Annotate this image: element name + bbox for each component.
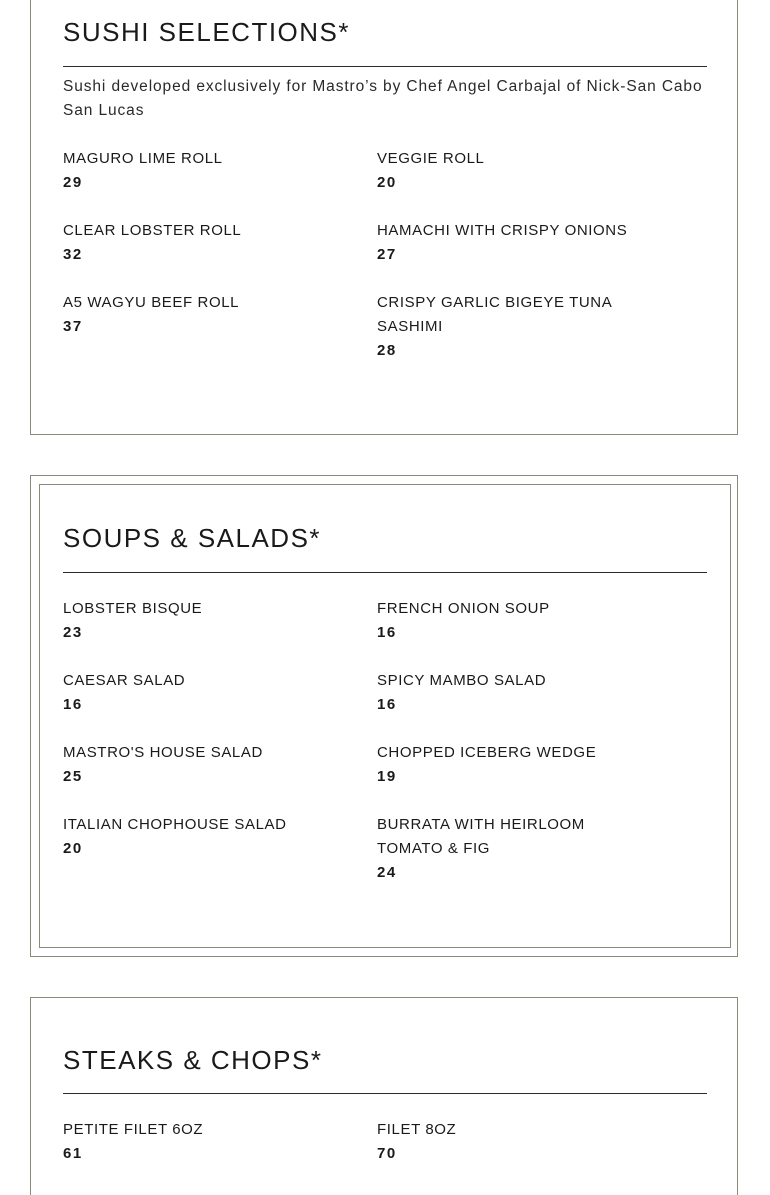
menu-item bbox=[377, 669, 677, 717]
menu-item bbox=[63, 1118, 363, 1166]
menu-item bbox=[63, 597, 363, 645]
menu-item bbox=[377, 1118, 677, 1166]
menu-item-price: 29 bbox=[63, 174, 83, 191]
menu-item-name: MAGURO LIME ROLL bbox=[63, 150, 223, 167]
menu-item-price: 24 bbox=[377, 864, 397, 881]
menu-item-name: PETITE FILET 6OZ bbox=[63, 1121, 204, 1138]
menu-item-price: 19 bbox=[377, 768, 397, 785]
menu-item bbox=[63, 813, 363, 861]
section-title: SUSHI SELECTIONS* bbox=[63, 17, 351, 47]
menu-item-price: 27 bbox=[377, 246, 397, 263]
section-divider bbox=[63, 572, 707, 573]
menu-item-name: SPICY MAMBO SALAD bbox=[377, 672, 547, 689]
menu-item-name: LOBSTER BISQUE bbox=[63, 600, 203, 617]
menu-item-name: CRISPY GARLIC BIGEYE TUNA SASHIMI bbox=[377, 294, 612, 335]
menu-item-name: HAMACHI WITH CRISPY ONIONS bbox=[377, 222, 628, 239]
menu-item-name: A5 WAGYU BEEF ROLL bbox=[63, 294, 240, 311]
section-divider bbox=[63, 66, 707, 67]
menu-item-price: 37 bbox=[63, 318, 83, 335]
section-title: STEAKS & CHOPS* bbox=[63, 1045, 323, 1075]
menu-item-price: 16 bbox=[377, 696, 397, 713]
section-divider bbox=[63, 1093, 707, 1094]
menu-item-price: 32 bbox=[63, 246, 83, 263]
menu-item-price: 23 bbox=[63, 624, 83, 641]
menu-item-name: FRENCH ONION SOUP bbox=[377, 600, 550, 617]
menu-item-name: CHOPPED ICEBERG WEDGE bbox=[377, 744, 597, 761]
sushi-section bbox=[30, 0, 738, 435]
menu-item bbox=[377, 147, 677, 195]
menu-item-name: CAESAR SALAD bbox=[63, 672, 186, 689]
menu-item-price: 70 bbox=[377, 1145, 397, 1162]
menu-item-price: 28 bbox=[377, 342, 397, 359]
menu-item-name: BURRATA WITH HEIRLOOM TOMATO & FIG bbox=[377, 816, 585, 857]
menu-item-name: CLEAR LOBSTER ROLL bbox=[63, 222, 242, 239]
menu-item bbox=[377, 741, 677, 789]
menu-item bbox=[377, 813, 677, 885]
menu-item bbox=[377, 219, 677, 267]
menu-item-name: VEGGIE ROLL bbox=[377, 150, 485, 167]
menu-item bbox=[63, 219, 363, 267]
menu-item-name: ITALIAN CHOPHOUSE SALAD bbox=[63, 816, 287, 833]
menu-item bbox=[377, 597, 677, 645]
menu-item bbox=[377, 291, 677, 363]
menu-item bbox=[63, 291, 363, 339]
section-subtitle: Sushi developed exclusively for Mastro’s by Chef Angel Carbajal of Nick-San Cabo San Lucas bbox=[63, 78, 703, 119]
menu-item-price: 20 bbox=[63, 840, 83, 857]
menu-item bbox=[63, 147, 363, 195]
menu-item-price: 25 bbox=[63, 768, 83, 785]
menu-item-price: 61 bbox=[63, 1145, 83, 1162]
section-title: SOUPS & SALADS* bbox=[63, 523, 322, 553]
menu-item-name: MASTRO'S HOUSE SALAD bbox=[63, 744, 263, 761]
steaks-chops-section bbox=[30, 997, 738, 1195]
menu-item-name: FILET 8OZ bbox=[377, 1121, 457, 1138]
menu-item-price: 16 bbox=[63, 696, 83, 713]
menu-item bbox=[63, 741, 363, 789]
menu-item-price: 16 bbox=[377, 624, 397, 641]
soups-salads-section bbox=[30, 475, 738, 957]
menu-item-price: 20 bbox=[377, 174, 397, 191]
menu-item bbox=[63, 669, 363, 717]
